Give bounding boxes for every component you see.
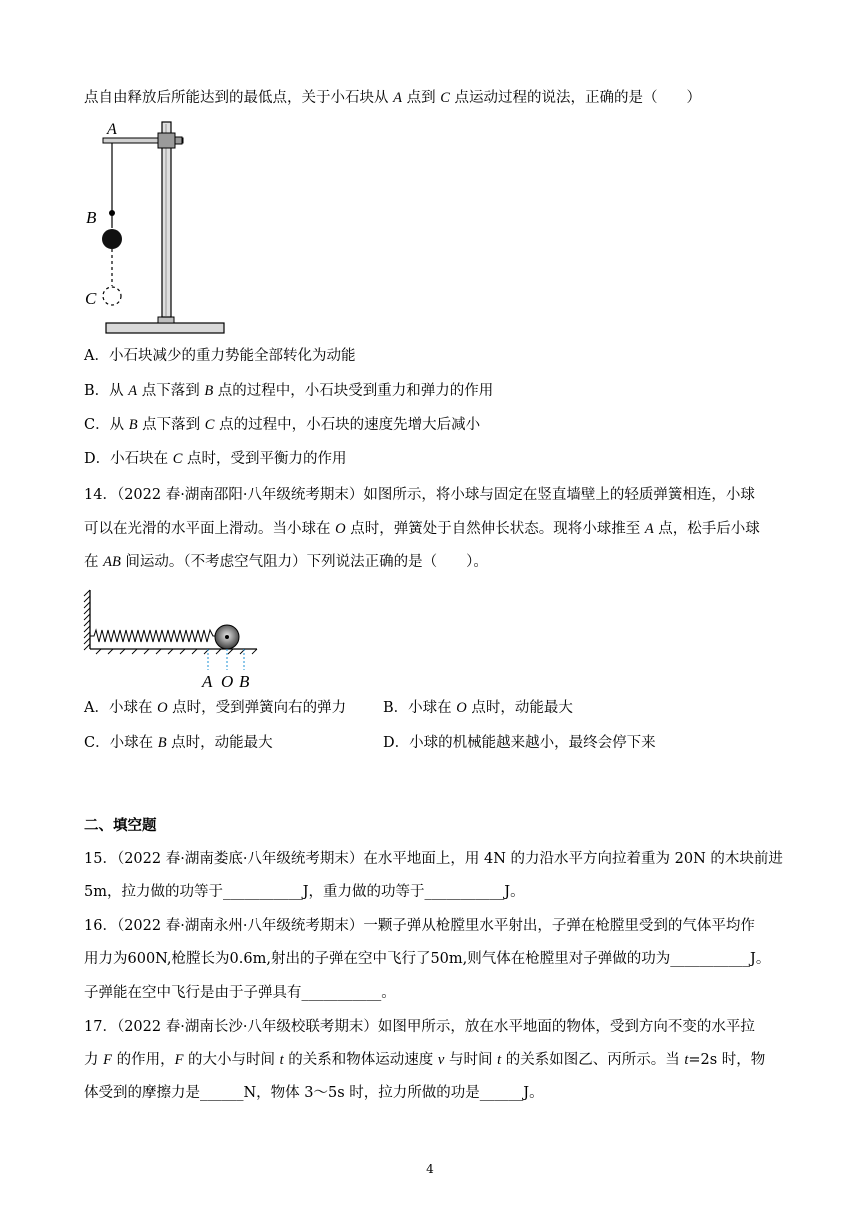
label-a: A [202, 672, 213, 691]
label-c: C [85, 289, 97, 308]
q14-option-a: A．小球在 O 点时，受到弹簧向右的弹力 [84, 700, 347, 716]
q17-line1: 17．（2022 春·湖南长沙·八年级校联考期末）如图甲所示，放在水平地面的物体，受到方向不变的水平拉 [84, 1019, 755, 1035]
label-b: B [86, 208, 97, 227]
q14-option-c: C．小球在 B 点时，动能最大 [84, 735, 273, 751]
q14-stem-line1: 14．（2022 春·湖南邵阳·八年级统考期末）如图所示，将小球与固定在竖直墙壁上的轻质弹簧相连，小球 [84, 487, 755, 503]
q13-option-d: D．小石块在 C 点时，受到平衡力的作用 [84, 451, 347, 467]
q15-line2: 5m，拉力做的功等于___________J，重力做的功等于___________J。 [84, 884, 525, 900]
q14-figure-spring [82, 584, 262, 692]
q14-stem-line2: 可以在光滑的水平面上滑动。当小球在 O 点时，弹簧处于自然伸长状态。现将小球推至 A 点，松手后小球 [84, 521, 760, 537]
q13-option-a: A．小石块减少的重力势能全部转化为动能 [84, 348, 356, 364]
q17-line3: 体受到的摩擦力是______N，物体 3～5s 时，拉力所做的功是______J。 [84, 1085, 544, 1101]
q14-option-d: D．小球的机械能越来越小，最终会停下来 [383, 735, 656, 751]
q13-option-b: B．从 A 点下落到 B 点的过程中，小石块受到重力和弹力的作用 [84, 383, 494, 399]
section-title: 二、填空题 [84, 818, 157, 834]
q16-line2: 用力为600N,枪膛长为0.6m,射出的子弹在空中飞行了50m,则气体在枪膛里对子弹做的功为___________J。 [84, 951, 771, 967]
label-b: B [239, 672, 250, 691]
label-o: O [221, 672, 234, 691]
q14-stem-line3: 在 AB 间运动。（不考虑空气阻力）下列说法正确的是（ ）。 [84, 554, 488, 570]
page-number: 4 [426, 1162, 434, 1176]
q14-option-b: B．小球在 O 点时，动能最大 [383, 700, 573, 716]
stone-ghost-c [103, 287, 121, 305]
stone-ball [102, 229, 122, 249]
q13-option-c: C．从 B 点下落到 C 点的过程中，小石块的速度先增大后减小 [84, 417, 481, 433]
q15-line1: 15．（2022 春·湖南娄底·八年级统考期末）在水平地面上，用 4N 的力沿水平方向拉着重为 20N 的木块前进 [84, 851, 783, 867]
label-a: A [107, 121, 117, 138]
q16-line3: 子弹能在空中飞行是由于子弹具有___________。 [84, 985, 396, 1001]
q17-line2: 力 F 的作用，F 的大小与时间 t 的关系和物体运动速度 v 与时间 t 的关系如图乙、丙所示。当 t=2s 时，物 [84, 1052, 766, 1068]
q13-figure-stand [80, 116, 230, 338]
q16-line1: 16．（2022 春·湖南永州·八年级统考期末）一颗子弹从枪膛里水平射出，子弹在枪膛里受到的气体平均作 [84, 918, 755, 934]
q13-stem: 点自由释放后所能达到的最低点，关于小石块从 A 点到 C 点运动过程的说法，正确的是（ ） [84, 90, 701, 106]
